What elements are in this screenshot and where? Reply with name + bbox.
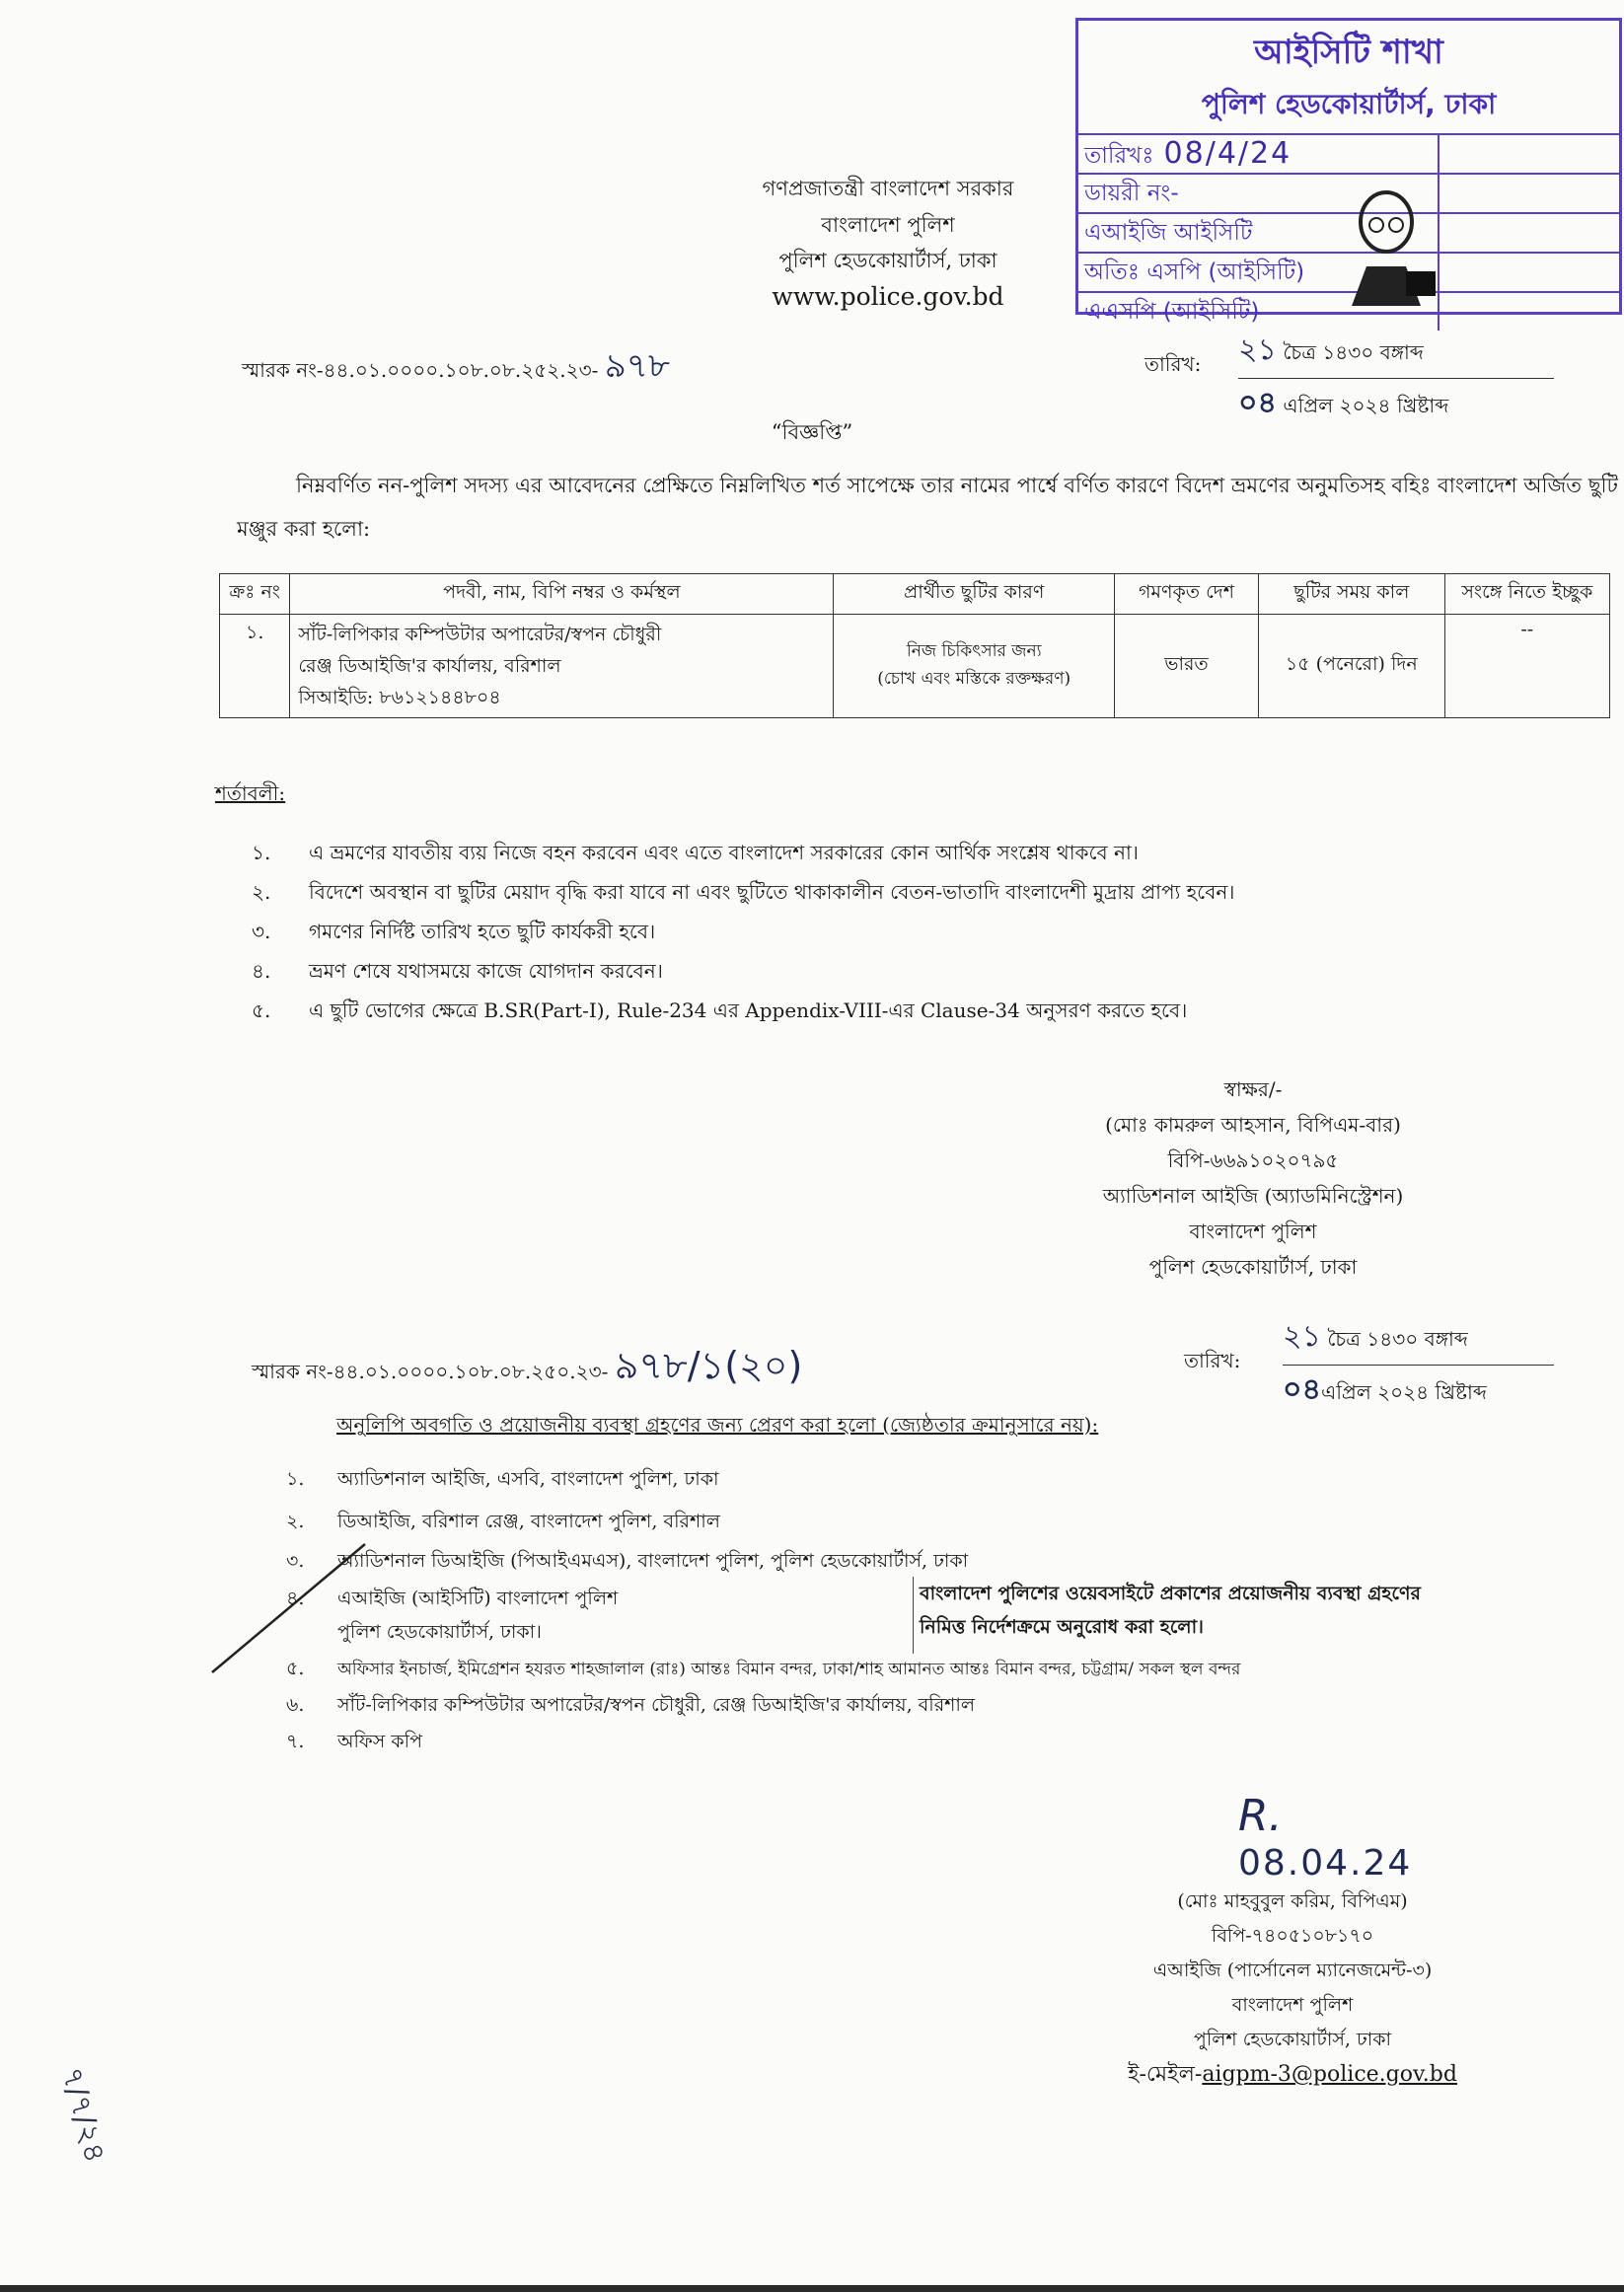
stamp-subtitle: পুলিশ হেডকোয়ার্টার্স, ঢাকা	[1201, 88, 1497, 120]
memo-ref-handwritten: ৯৭৮	[604, 346, 670, 386]
date-bangla-day-handwritten: ২১	[1283, 1319, 1321, 1354]
signatory-designation: অ্যাডিশনাল আইজি (অ্যাডমিনিস্ট্রেশন)	[1102, 1184, 1404, 1208]
copy-item	[286, 1508, 720, 1539]
office-name: পুলিশ হেডকোয়ার্টার্স, ঢাকা	[778, 249, 997, 272]
date-greg-day-handwritten: ০৪	[1238, 386, 1277, 420]
date-label: তারিখ:	[1144, 352, 1202, 376]
signature-block-1	[977, 1072, 1529, 1285]
stamp-row-label: এএসপি (আইসিটি)	[1078, 293, 1439, 331]
table-row	[220, 615, 1610, 718]
condition-text: এ ভ্রমণের যাবতীয় ব্যয় নিজে বহন করবেন এবং এতে বাংলাদেশ সরকারের কোন আর্থিক সংশ্লেষ থাকবে না।	[309, 841, 1139, 864]
copy-text: অফিস কপি	[337, 1731, 422, 1752]
signature-block-2	[1016, 1885, 1569, 2092]
date-block-2	[1283, 1312, 1554, 1416]
copy-item	[286, 1691, 975, 1723]
signatory-office: পুলিশ হেডকোয়ার্টার্স, ঢাকা	[1193, 2029, 1392, 2050]
copy-note-line: নিমিত্ত নির্দেশক্রমে অনুরোধ করা হলো।	[920, 1616, 1204, 1638]
reason-main: নিজ চিকিৎসার জন্য	[906, 641, 1042, 661]
condition-text: বিদেশে অবস্থান বা ছুটির মেয়াদ বৃদ্ধি করা যাবে না এবং ছুটিতে থাকাকালীন বেতন-ভাতাদি বাংলাদেশী মুদ্রায় প্রাপ্য হবেন।	[309, 880, 1235, 904]
copy-item	[286, 1728, 422, 1759]
notice-title: “বিজ্ঞপ্তি”	[771, 420, 853, 444]
copy-number: ১.	[286, 1468, 305, 1490]
copy-text: অ্যাডিশনাল ডিআইজি (পিআইএমএস), বাংলাদেশ পুলিশ, পুলিশ হেডকোয়ার্টার্স, ঢাকা	[337, 1550, 969, 1572]
memo-ref-number: স্মারক নং-৪৪.০১.০০০০.১০৮.০৮.২৫০.২৩-	[252, 1360, 609, 1383]
col-duration: ছুটির সময় কাল	[1259, 574, 1445, 615]
copy-number: ৬.	[286, 1694, 305, 1716]
cell-country: ভারত	[1114, 615, 1258, 718]
copy-number: ৪.	[286, 1588, 305, 1609]
date-gregorian: এপ্রিল ২০২৪ খ্রিষ্টাব্দ	[1283, 394, 1449, 417]
copy-text: এআইজি (আইসিটি) বাংলাদেশ পুলিশ	[337, 1588, 619, 1609]
condition-number: ৫.	[252, 998, 271, 1022]
table-header-row	[220, 574, 1610, 615]
copy-text: অফিসার ইনচার্জ, ইমিগ্রেশন হযরত শাহজালাল (রাঃ) আন্তঃ বিমান বন্দর, ঢাকা/শাহ আমানত আন্তঃ বিমান বন্দর, চট্টগ্রাম/ সকল স্থল বন্দর	[337, 1660, 1241, 1679]
memo-ref-number: স্মারক নং-৪৪.০১.০০০০.১০৮.০৮.২৫২.২৩-	[242, 358, 599, 382]
signatory-org: বাংলাদেশ পুলিশ	[1231, 1994, 1354, 2016]
condition-number: ৪.	[252, 959, 271, 983]
signatory-bp: বিপি-৭৪০৫১০৮১৭০	[1211, 1925, 1374, 1947]
signed-mark: স্বাক্ষর/-	[1223, 1077, 1283, 1101]
col-serial: ক্রঃ নং	[220, 574, 290, 615]
signature-initial: R.	[1238, 1791, 1283, 1841]
memo-reference-2	[252, 1337, 802, 1400]
cell-serial: ১.	[220, 615, 290, 718]
condition-item	[252, 878, 1234, 911]
email-label: ই-মেইল-	[1128, 2062, 1203, 2087]
stamp-row	[1078, 133, 1619, 173]
copy-number: ৩.	[286, 1550, 305, 1572]
dept-name: বাংলাদেশ পুলিশ	[821, 213, 955, 237]
notice-body: নিম্নবর্ণিত নন-পুলিশ সদস্য এর আবেদনের প্রেক্ষিতে নিম্নলিখিত শর্ত সাপেক্ষে তার নামের পার্শ্বে বর্ণিত কারণে বিদেশ ভ্রমণের অনুমতিসহ বহিঃ বাংলাদেশ অর্জিত ছুটি মঞ্জুর করা হলো:	[237, 474, 1618, 541]
signature-date-handwritten: 08.04.24	[1238, 1843, 1413, 1884]
copy-number: ৭.	[286, 1731, 305, 1752]
signatory-designation: এআইজি (পার্সোনেল ম্যানেজমেন্ট-৩)	[1152, 1959, 1433, 1981]
stamp-row-label: তারিখঃ	[1084, 143, 1154, 169]
person-id: সিআইডি: ৮৬১২১৪৪৮০৪	[298, 687, 501, 708]
copy-item	[286, 1465, 719, 1497]
copy-text: পুলিশ হেডকোয়ার্টার্স, ঢাকা।	[337, 1621, 542, 1643]
copy-number: ২.	[286, 1511, 305, 1532]
date-greg-day-handwritten: ০৪	[1283, 1372, 1321, 1407]
stamp-date-handwritten: 08/4/24	[1163, 136, 1292, 171]
stamp-title: আইসিটি শাখা	[1254, 33, 1443, 72]
copy-text: অ্যাডিশনাল আইজি, এসবি, বাংলাদেশ পুলিশ, ঢাকা	[337, 1468, 719, 1490]
leave-table	[219, 573, 1610, 718]
copy-text: সাঁট-লিপিকার কম্পিউটার অপারেটর/স্বপন চৌধুরী, রেঞ্জ ডিআইজি'র কার্যালয়, বরিশাল	[337, 1694, 976, 1716]
conditions-title: শর্তাবলী:	[215, 781, 286, 805]
scan-edge	[0, 2285, 1624, 2292]
date-gregorian: এপ্রিল ২০২৪ খ্রিষ্টাব্দ	[1320, 1380, 1487, 1404]
condition-number: ৩.	[252, 920, 271, 943]
cell-duration: ১৫ (পনেরো) দিন	[1259, 615, 1445, 718]
memo-ref-handwritten: ৯৭৮/১(২০)	[614, 1344, 803, 1387]
date-bangla: চৈত্র ১৪৩০ বঙ্গাব্দ	[1283, 340, 1424, 364]
stamp-row-label: অতিঃ এসপি (আইসিটি)	[1078, 254, 1439, 291]
date-bangla-day-handwritten: ২১	[1238, 333, 1277, 367]
stamp-row-label: এআইজি আইসিটি	[1078, 214, 1439, 252]
copy-text: ডিআইজি, বরিশাল রেঞ্জ, বাংলাদেশ পুলিশ, বরিশাল	[337, 1511, 720, 1532]
govt-name: গণপ্রজাতন্ত্রী বাংলাদেশ সরকার	[762, 177, 1014, 200]
person-designation: সাঁট-লিপিকার কম্পিউটার অপারেটর/স্বপন চৌধুরী	[298, 624, 662, 645]
signatory-name: (মোঃ কামরুল আহসান, বিপিএম-বার)	[1105, 1113, 1401, 1137]
copy-title: অনুলিপি অবগতি ও প্রয়োজনীয় ব্যবস্থা গ্রহণের জন্য প্রেরণ করা হলো (জ্যেষ্ঠতার ক্রমানুসারে নয়):	[336, 1413, 1099, 1437]
condition-text: গমণের নির্দিষ্ট তারিখ হতে ছুটি কার্যকরী হবে।	[309, 920, 656, 943]
copy-note	[913, 1577, 1421, 1654]
memo-reference	[242, 340, 670, 397]
date-block	[1238, 326, 1554, 429]
cell-companion: --	[1444, 615, 1609, 718]
signatory-office: পুলিশ হেডকোয়ার্টার্স, ঢাকা	[1148, 1255, 1358, 1279]
date-bangla: চৈত্র ১৪৩০ বঙ্গাব্দ	[1327, 1327, 1468, 1351]
condition-item	[252, 997, 1187, 1029]
cell-reason	[834, 615, 1115, 718]
col-country: গমণকৃত দেশ	[1114, 574, 1258, 615]
condition-item	[252, 918, 655, 950]
copy-note-line: বাংলাদেশ পুলিশের ওয়েবসাইটে প্রকাশের প্রয়োজনীয় ব্যবস্থা গ্রহণের	[920, 1583, 1421, 1604]
condition-text: এ ছুটি ভোগের ক্ষেত্রে B.SR(Part-I), Rule-234 এর Appendix-VIII-এর Clause-34 অনুসরণ করতে হবে।	[309, 998, 1188, 1022]
website-link[interactable]: www.police.gov.bd	[772, 282, 1004, 311]
condition-number: ১.	[252, 841, 271, 864]
stamp-row-label: ডায়রী নং-	[1078, 175, 1439, 212]
copy-number: ৫.	[286, 1658, 305, 1679]
condition-item	[252, 957, 663, 990]
date-label: তারিখ:	[1184, 1349, 1241, 1372]
reason-detail: (চোখ এবং মস্তিকে রক্তক্ষরণ)	[877, 669, 1071, 689]
copy-item	[286, 1547, 968, 1579]
col-reason: প্রার্থীত ছুটির কারণ	[834, 574, 1115, 615]
signatory-name: (মোঃ মাহবুবুল করিম, বিপিএম)	[1177, 1890, 1408, 1912]
margin-note-handwritten: ৭/৭/২৪	[53, 2063, 112, 2167]
col-companion: সংঙ্গে নিতে ইচ্ছুক	[1444, 574, 1609, 615]
email-link[interactable]: aigpm-3@police.gov.bd	[1202, 2062, 1457, 2087]
person-office: রেঞ্জ ডিআইজি'র কার্যালয়, বরিশাল	[298, 655, 561, 677]
condition-number: ২.	[252, 880, 271, 904]
signatory-org: বাংলাদেশ পুলিশ	[1189, 1220, 1317, 1243]
mujib-100-logo	[1347, 187, 1436, 306]
signatory-bp: বিপি-৬৬৯১০২০৭৯৫	[1167, 1148, 1339, 1172]
copy-item	[286, 1655, 1240, 1686]
condition-item	[252, 839, 1139, 871]
condition-text: ভ্রমণ শেষে যথাসময়ে কাজে যোগদান করবেন।	[309, 959, 663, 983]
col-person: পদবী, নাম, বিপি নম্বর ও কর্মস্থল	[290, 574, 834, 615]
cell-person	[290, 615, 834, 718]
